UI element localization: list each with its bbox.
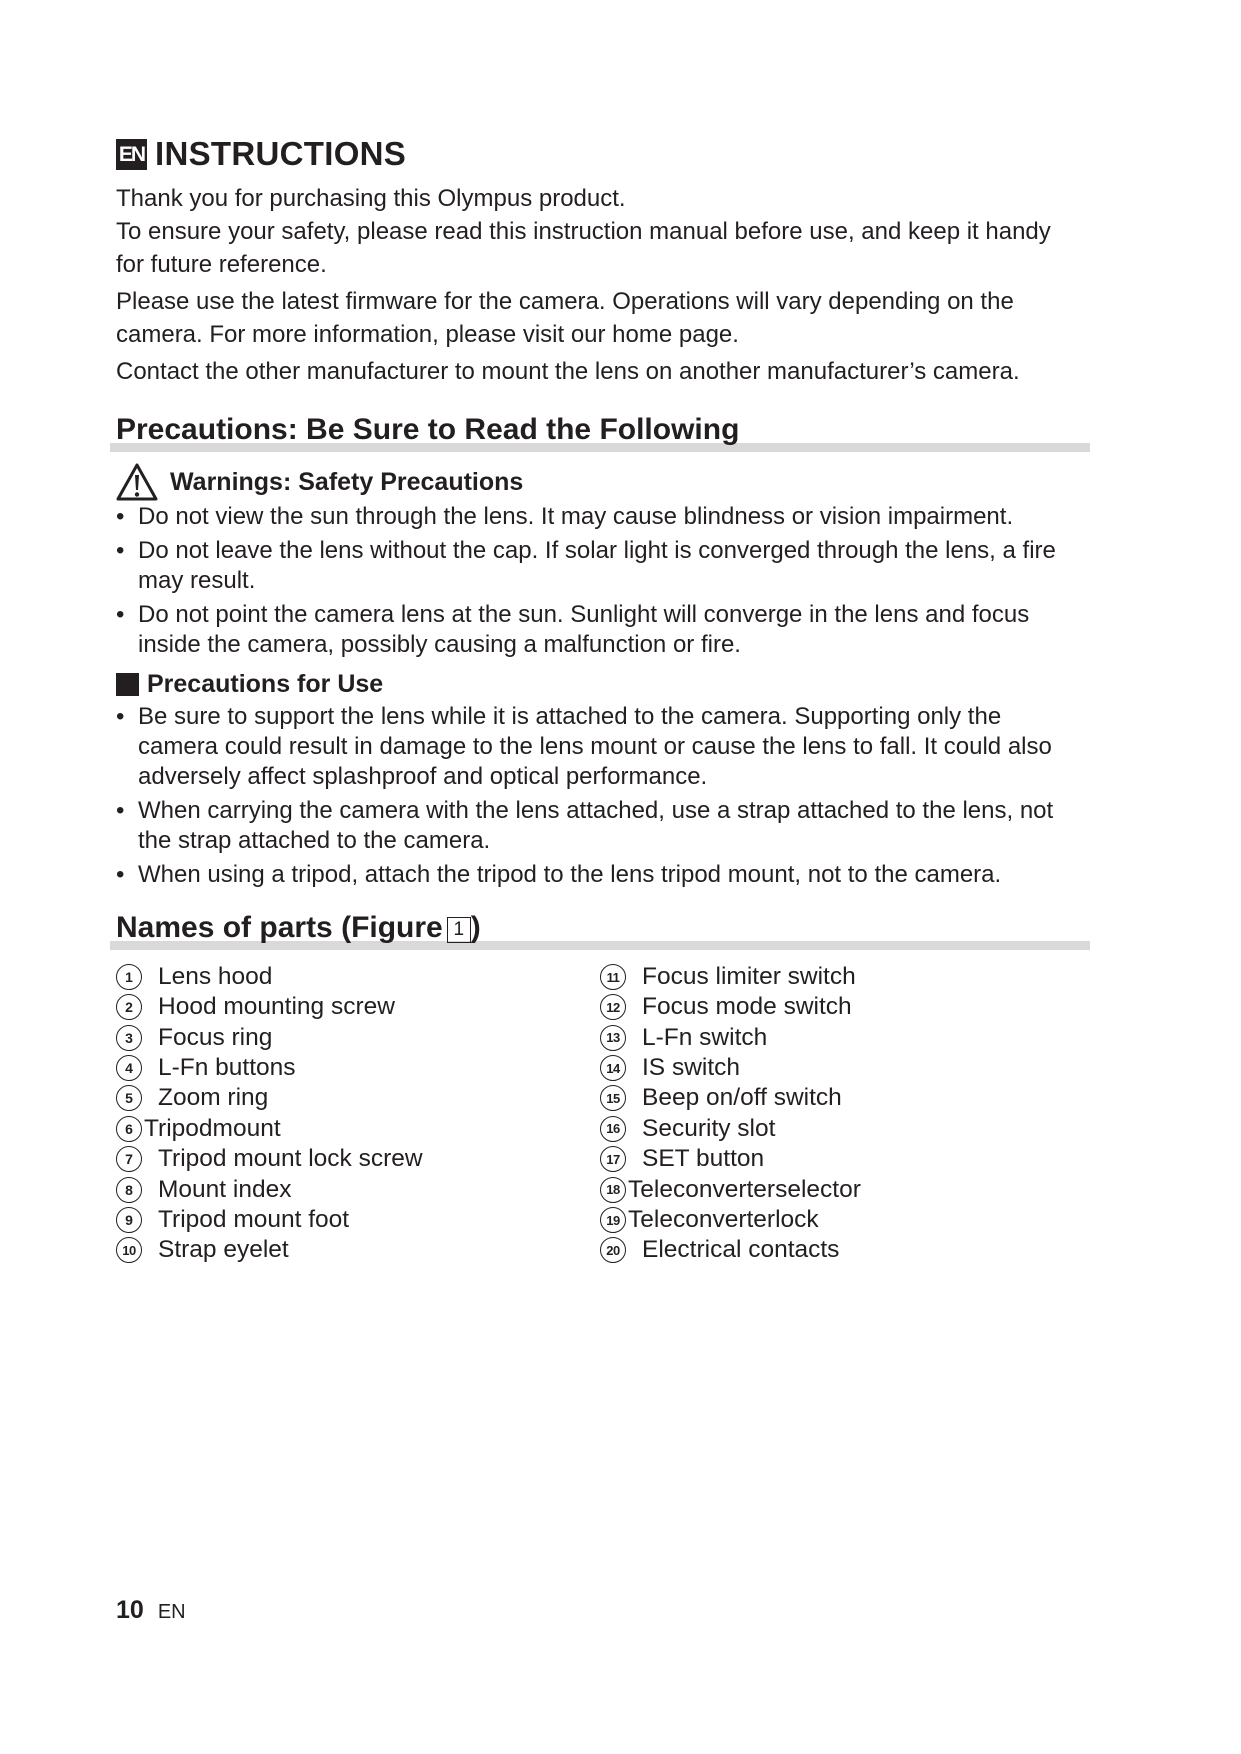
- intro-section: [116, 182, 1084, 388]
- part-number: 18: [600, 1177, 626, 1203]
- list-item: • When carrying the camera with the lens attached, use a strap attached to the lens, not the strap attached to the camera.: [116, 797, 1054, 854]
- page-number: 10: [116, 1596, 144, 1624]
- use-heading-text: Precautions for Use: [147, 669, 384, 698]
- parts-heading-close: ): [470, 911, 481, 944]
- part-label: Lens hood: [158, 963, 273, 990]
- part-label: Focus mode switch: [642, 993, 852, 1020]
- intro-safety: To ensure your safety, please read this instruction manual before use, and keep it handy for future reference.: [116, 218, 1051, 278]
- use-list: [116, 702, 1084, 890]
- warnings-heading: [116, 462, 1084, 502]
- part-item: [116, 1113, 600, 1144]
- intro-other-manufacturer: Contact the other manufacturer to mount the lens on another manufacturer’s camera.: [116, 358, 1020, 385]
- list-item: • When using a tripod, attach the tripod to the lens tripod mount, not to the camera.: [116, 861, 1002, 888]
- part-item: [600, 1235, 1084, 1265]
- parts-heading-label: Names of parts (Figure: [116, 911, 443, 944]
- language-badge: EN: [116, 139, 147, 170]
- part-item: [600, 1053, 1084, 1083]
- precautions-heading-text: Precautions: Be Sure to Read the Following: [116, 413, 740, 446]
- parts-heading-text: [116, 908, 1084, 948]
- warnings-heading-text: Warnings: Safety Precautions: [170, 467, 524, 496]
- list-item-text: When using a tripod, attach the tripod to the lens tripod mount, not to the camera.: [138, 861, 1002, 888]
- part-item: [116, 1205, 600, 1235]
- parts-column-left: [116, 962, 600, 1265]
- part-number: 19: [600, 1207, 626, 1233]
- intro-thanks: Thank you for purchasing this Olympus product.: [116, 185, 626, 212]
- part-label: Focus ring: [158, 1023, 273, 1051]
- part-label: Security slot: [642, 1114, 776, 1142]
- part-label: Zoom ring: [158, 1084, 269, 1111]
- list-item: • Do not point the camera lens at the sun. Sunlight will converge in the lens and focus inside the camera, possibly causing a malfunction or fire.: [116, 601, 1030, 658]
- part-item: [600, 962, 1084, 992]
- list-item: • Do not leave the lens without the cap. If solar light is converged through the lens, a fire may result.: [116, 537, 1056, 594]
- part-number: 15: [600, 1085, 626, 1111]
- part-number: 9: [116, 1207, 142, 1233]
- part-item: [116, 992, 600, 1022]
- list-item-text: Do not view the sun through the lens. It may cause blindness or vision impairment.: [138, 503, 1014, 530]
- part-label: SET button: [642, 1145, 765, 1172]
- part-label: Hood mounting screw: [158, 993, 395, 1020]
- square-bullet-icon: [116, 673, 139, 696]
- part-number: 12: [600, 994, 626, 1020]
- part-number: 11: [600, 964, 626, 990]
- part-label: IS switch: [642, 1054, 741, 1081]
- list-item: • Be sure to support the lens while it is attached to the camera. Supporting only the camera could result in damage to the lens mount or cause the lens to fall. It could also adversely affect splashproof and optical performance.: [116, 703, 1052, 790]
- part-number: 8: [116, 1177, 142, 1203]
- precautions-heading: [116, 410, 1084, 454]
- part-item: [116, 1053, 600, 1083]
- warning-triangle-icon: [116, 463, 158, 501]
- part-item: [116, 1083, 600, 1113]
- part-number: 10: [116, 1237, 142, 1263]
- part-item: [600, 1022, 1084, 1053]
- part-item: [116, 1022, 600, 1053]
- part-label: Tripod mount lock screw: [158, 1145, 423, 1172]
- part-item: [600, 1083, 1084, 1113]
- part-number: 13: [600, 1025, 626, 1051]
- part-number: 3: [116, 1025, 142, 1051]
- part-label: L-Fn buttons: [158, 1054, 296, 1081]
- part-number: 1: [116, 964, 142, 990]
- part-item: [600, 1144, 1084, 1174]
- page-header: [116, 130, 1084, 178]
- part-number: 4: [116, 1055, 142, 1081]
- list-item-text: Do not point the camera lens at the sun. Sunlight will converge in the lens and focus inside the camera, possibly causing a malfunction or fire.: [138, 601, 1030, 658]
- page-language: EN: [157, 1601, 186, 1623]
- part-number: 16: [600, 1116, 626, 1142]
- part-label: Beep on/off switch: [642, 1084, 842, 1111]
- part-number: 5: [116, 1085, 142, 1111]
- part-number: 2: [116, 994, 142, 1020]
- part-label: Tripodmount: [144, 1114, 281, 1142]
- part-item: [600, 1205, 1084, 1235]
- part-item: [116, 1174, 600, 1205]
- part-number: 14: [600, 1055, 626, 1081]
- list-item-text: Be sure to support the lens while it is attached to the camera. Supporting only the camera could result in damage to the lens mount or cause the lens to fall. It could also adversely affect splashproof and optical performance.: [138, 703, 1052, 790]
- part-label: Teleconverterlock: [628, 1206, 819, 1233]
- part-label: Teleconverterselector: [628, 1175, 861, 1203]
- part-number: 17: [600, 1146, 626, 1172]
- list-item-text: When carrying the camera with the lens attached, use a strap attached to the lens, not the strap attached to the camera.: [138, 797, 1054, 854]
- list-item-text: Do not leave the lens without the cap. If solar light is converged through the lens, a fire may result.: [138, 537, 1056, 594]
- page-title: INSTRUCTIONS: [155, 135, 407, 172]
- part-item: [600, 992, 1084, 1022]
- part-label: L-Fn switch: [642, 1023, 768, 1051]
- use-heading: [116, 666, 1084, 702]
- part-item: [600, 1174, 1084, 1205]
- manual-page: [116, 130, 1084, 1265]
- part-label: Focus limiter switch: [642, 963, 856, 990]
- part-label: Strap eyelet: [158, 1236, 289, 1263]
- figure-reference: 1: [447, 917, 471, 943]
- parts-column-right: [600, 962, 1084, 1265]
- parts-list: [116, 962, 1084, 1265]
- intro-firmware: Please use the latest firmware for the camera. Operations will vary depending on the camera. For more information, please visit our home page.: [116, 288, 1014, 348]
- part-item: [600, 1113, 1084, 1144]
- part-item: [116, 1235, 600, 1265]
- part-number: 7: [116, 1146, 142, 1172]
- part-number: 6: [116, 1116, 142, 1142]
- part-item: [116, 1144, 600, 1174]
- parts-heading: [116, 908, 1084, 952]
- part-label: Mount index: [158, 1175, 292, 1203]
- part-item: [116, 962, 600, 992]
- part-label: Electrical contacts: [642, 1236, 840, 1263]
- part-label: Tripod mount foot: [158, 1206, 350, 1233]
- page-footer: [116, 1596, 186, 1625]
- warnings-list: [116, 502, 1084, 660]
- part-number: 20: [600, 1237, 626, 1263]
- list-item: • Do not view the sun through the lens. It may cause blindness or vision impairment.: [116, 503, 1014, 530]
